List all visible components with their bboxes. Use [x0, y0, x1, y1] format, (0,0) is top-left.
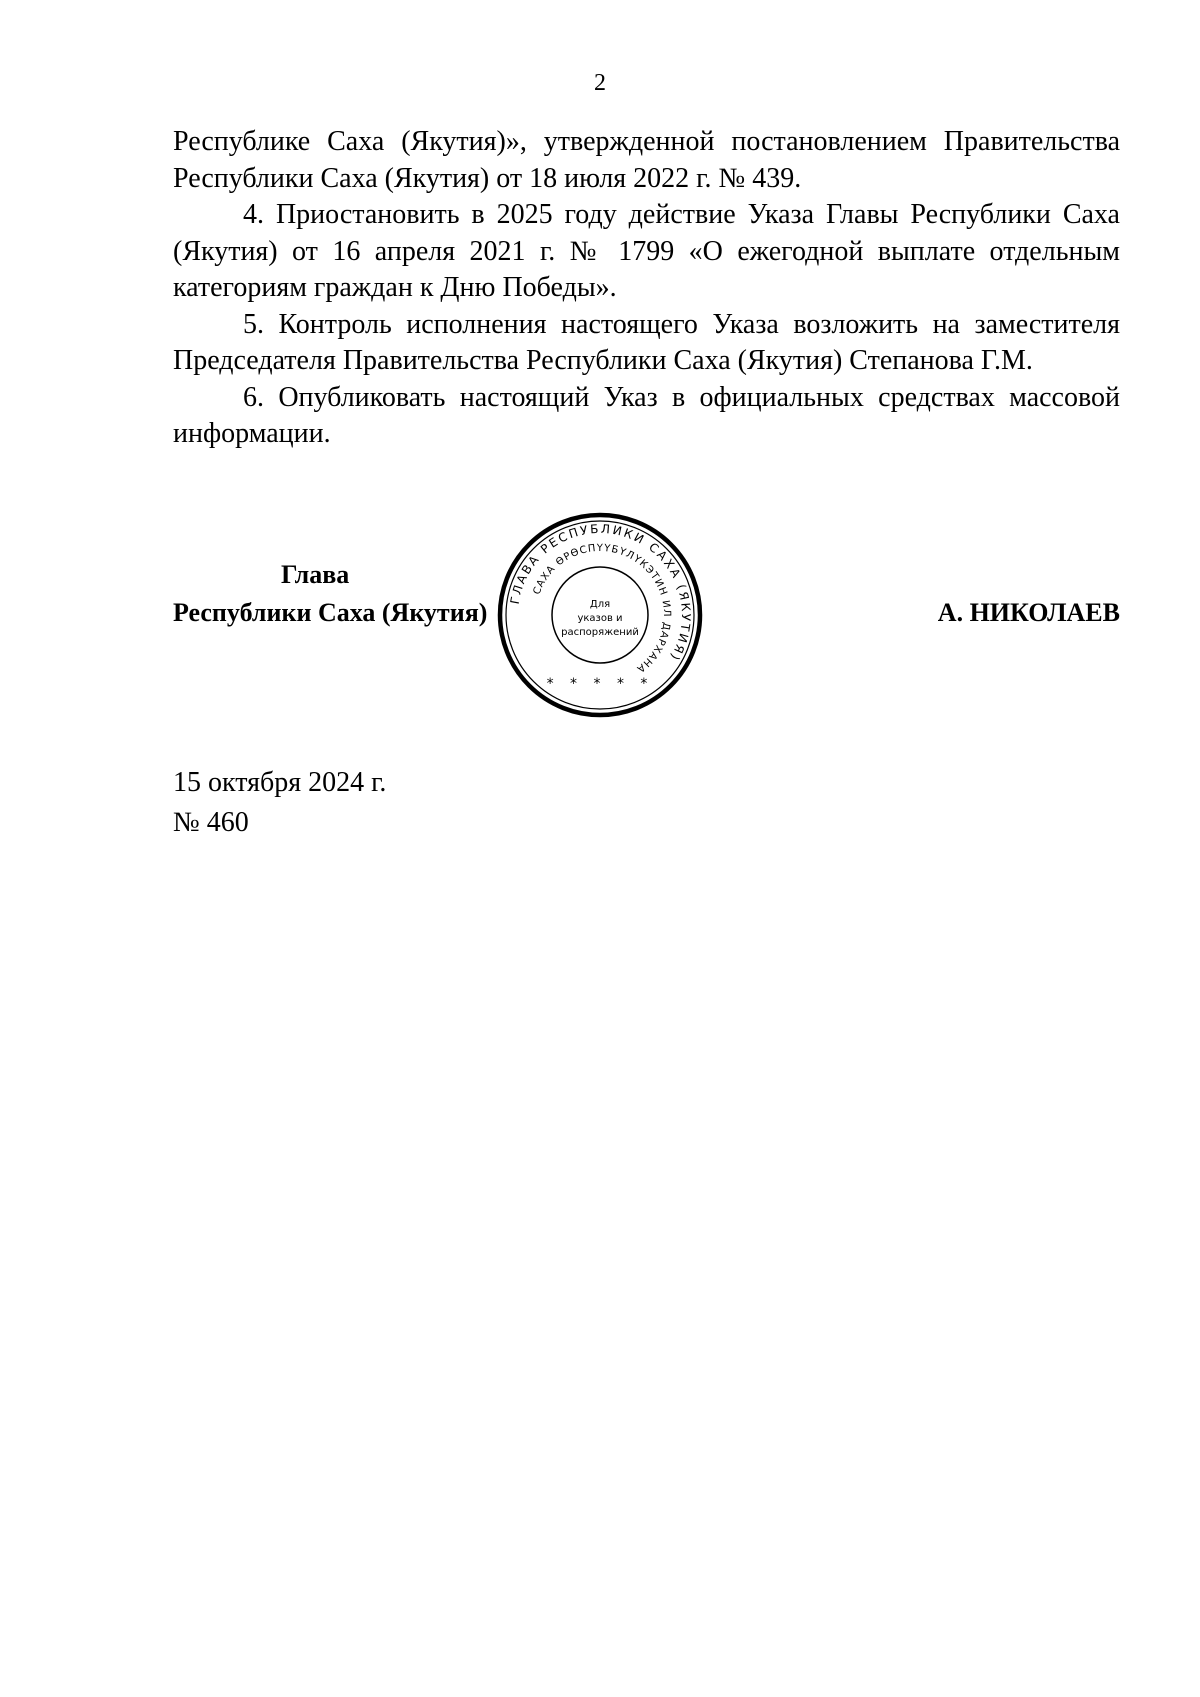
decree-date: 15 октября 2024 г. [173, 767, 387, 798]
signatory-title-line2: Республики Саха (Якутия) [173, 598, 488, 627]
page-number: 2 [594, 70, 606, 96]
seal-inner-text: САХА ӨРӨСПҮҮБҮЛҮКЭТИН ИЛ ДАРХАНА [531, 542, 673, 675]
paragraph-continuation: Республике Саха (Якутия)», утвержденной постановлением Правительства Республики Саха (Якутия) от 18 июля 2022 г. № 439. [173, 126, 1120, 194]
signatory-name: А. НИКОЛАЕВ [937, 598, 1120, 627]
official-seal [495, 510, 705, 720]
seal-center-line2: указов и [577, 613, 623, 624]
seal-center-line3: распоряжений [561, 627, 639, 638]
decree-number: № 460 [173, 807, 249, 838]
seal-outer-text: ГЛАВА РЕСПУБЛИКИ САХА (ЯКУТИЯ) [507, 521, 694, 665]
paragraph-item-5: 5. Контроль исполнения настоящего Указа возложить на заместителя Председателя Правительства Республики Саха (Якутия) Степанова Г.М. [173, 308, 1120, 376]
paragraph-item-4: 4. Приостановить в 2025 году действие Указа Главы Республики Саха (Якутия) от 16 апреля 2021 г. № 1799 «О ежегодной выплате отдельным категориям граждан к Дню Победы». [173, 199, 1120, 303]
date-block [173, 763, 386, 843]
seal-center-line1: Для [589, 599, 611, 610]
seal-stars: * * * * * [546, 676, 654, 692]
signatory-title-line1: Глава [281, 560, 350, 589]
paragraph-item-6: 6. Опубликовать настоящий Указ в официальных средствах массовой информации. [173, 381, 1120, 449]
decree-body [173, 124, 1120, 453]
